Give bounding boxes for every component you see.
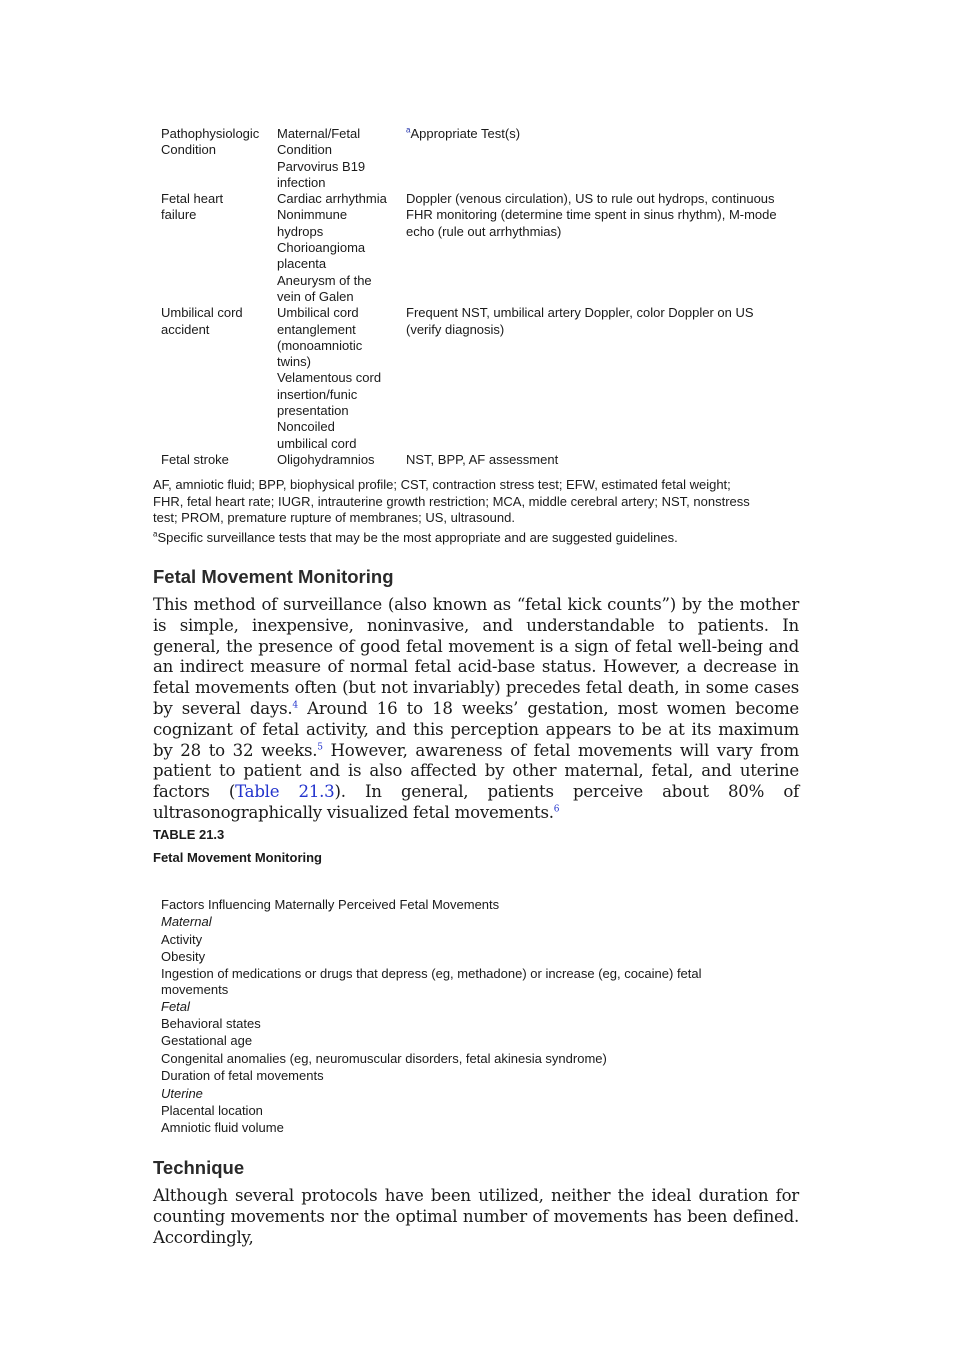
footnote-marker: a (153, 529, 158, 539)
cell-line: failure (161, 207, 197, 223)
cell-line: Cardiac arrhythmia (277, 191, 387, 207)
citation-4[interactable]: 4 (292, 700, 298, 711)
surveillance-table (161, 126, 801, 468)
cell-line: Umbilical cord (161, 305, 243, 321)
cell-line: Parvovirus B19 (277, 158, 366, 174)
table-cell (277, 191, 406, 305)
cell-line: Chorioangioma (277, 240, 366, 256)
cell-line: NST, BPP, AF assessment (406, 451, 559, 467)
list-item: Behavioral states (161, 1016, 261, 1032)
paragraph-text: However, awareness of fetal movements will vary from patient to patient and is also affected by other maternal, fetal, and uterine factors ( (153, 740, 799, 802)
table-cell (406, 452, 801, 468)
category-fetal: Fetal (161, 998, 190, 1014)
cell-line: accident (161, 321, 210, 337)
cell-line: (monoamniotic (277, 337, 363, 353)
fetal-movement-factors-table (161, 896, 761, 1137)
table-cell (277, 452, 406, 468)
header-appropriate-tests (406, 126, 801, 191)
table-number: TABLE 21.3 (153, 827, 225, 842)
list-item: Placental location (161, 1103, 263, 1119)
footnote-line: AF, amniotic fluid; BPP, biophysical profile; CST, contraction stress test; EFW, estimated fetal weight; (153, 477, 731, 492)
table-header: Factors Influencing Maternally Perceived Fetal Movements (161, 897, 500, 912)
list-item: Activity (161, 931, 203, 947)
section-heading-technique: Technique (153, 1157, 245, 1178)
table-cell (406, 305, 801, 452)
footnote-line: test; PROM, premature rupture of membranes; US, ultrasound. (153, 510, 515, 525)
cell-line: Aneurysm of the (277, 272, 372, 288)
header-maternal-fetal-condition (277, 126, 406, 191)
cell-line: Oligohydramnios (277, 451, 375, 467)
header-pathophysiologic-condition (161, 126, 277, 191)
table-row-fetal-heart-failure (161, 191, 801, 305)
header-cell-text: Appropriate Test(s) (410, 126, 521, 141)
table-header-row (161, 126, 801, 191)
list-item: Duration of fetal movements (161, 1068, 324, 1084)
cell-line: Nonimmune (277, 207, 348, 223)
table-cell (277, 305, 406, 452)
cell-line: insertion/funic (277, 386, 358, 402)
list-item: movements (161, 981, 229, 997)
table-title: Fetal Movement Monitoring (153, 850, 322, 865)
paragraph-text: ). In general, patients perceive about 80% of ultrasonographically visualized fetal movements. (153, 782, 799, 822)
list-item: Amniotic fluid volume (161, 1120, 284, 1136)
cell-line: (verify diagnosis) (406, 321, 505, 337)
footnote-text: Specific surveillance tests that may be the most appropriate and are suggested guidelines. (157, 530, 678, 545)
table-21-3-link[interactable]: Table 21.3 (235, 782, 335, 802)
body-paragraph: Although several protocols have been utilized, neither the ideal duration for counting movements nor the optimal number of movements has been defined. Accordingly, (153, 1186, 799, 1247)
table-cell (406, 191, 801, 305)
cell-line: echo (rule out arrhythmias) (406, 223, 562, 239)
citation-5[interactable]: 5 (317, 742, 323, 753)
cell-line: twins) (277, 354, 311, 370)
cell-line: presentation (277, 403, 349, 419)
cell-line: Noncoiled (277, 419, 335, 435)
header-cell-line: Condition (161, 142, 216, 158)
cell-line: Fetal heart (161, 191, 224, 207)
table-specific-footnote (153, 530, 803, 547)
cell-line: Doppler (venous circulation), US to rule out hydrops, continuous (406, 191, 775, 207)
list-item: Obesity (161, 949, 206, 965)
cell-line: Umbilical cord (277, 305, 359, 321)
body-paragraph (153, 595, 799, 824)
list-item: Ingestion of medications or drugs that depress (eg, methadone) or increase (eg, cocaine) fetal (161, 965, 702, 981)
cell-line: Fetal stroke (161, 451, 229, 467)
table-row-fetal-stroke (161, 452, 801, 468)
header-cell-line: Condition (277, 142, 332, 158)
cell-line: placenta (277, 256, 327, 272)
table-row-umbilical-cord-accident (161, 305, 801, 452)
cell-line: umbilical cord (277, 435, 357, 451)
footnote-marker: a (406, 125, 411, 135)
header-cell-line: Pathophysiologic (161, 126, 260, 141)
section-heading-fetal-movement-monitoring: Fetal Movement Monitoring (153, 566, 394, 587)
category-maternal: Maternal (161, 914, 212, 930)
cell-line: Velamentous cord (277, 370, 382, 386)
cell-line: FHR monitoring (determine time spent in sinus rhythm), M-mode (406, 207, 777, 223)
cell-line: entanglement (277, 321, 356, 337)
citation-6[interactable]: 6 (553, 804, 560, 815)
cell-line: Frequent NST, umbilical artery Doppler, color Doppler on US (406, 305, 754, 321)
table-cell (161, 305, 277, 452)
paragraph-text: This method of surveillance (also known as “fetal kick counts”) by the mother is simple, inexpensive, noninvasive, and understandable to patients. In general, the presence of good fetal movement is a sign of fetal well-being and an indirect measure of normal fetal acid-base status. However, a decrease in fetal movements often (but not invariably) precedes fetal death, in some cases by several days. (153, 595, 799, 718)
footnote-line: FHR, fetal heart rate; IUGR, intrauterine growth restriction; MCA, middle cerebral artery; NST, nonstress (153, 493, 750, 509)
category-uterine: Uterine (161, 1085, 203, 1101)
cell-line: vein of Galen (277, 288, 354, 304)
list-item: Gestational age (161, 1033, 253, 1049)
table-cell (161, 452, 277, 468)
paragraph-text: Around 16 to 18 weeks’ gestation, most women become cognizant of fetal activity, and this perception appears to be at its maximum by 28 to 32 weeks. (153, 698, 800, 760)
cell-line: infection (277, 174, 326, 190)
list-item: Congenital anomalies (eg, neuromuscular disorders, fetal akinesia syndrome) (161, 1050, 607, 1066)
cell-line: hydrops (277, 223, 324, 239)
header-cell-line: Maternal/Fetal (277, 126, 361, 141)
table-abbreviations-footnote (153, 477, 803, 527)
table-cell (161, 191, 277, 305)
